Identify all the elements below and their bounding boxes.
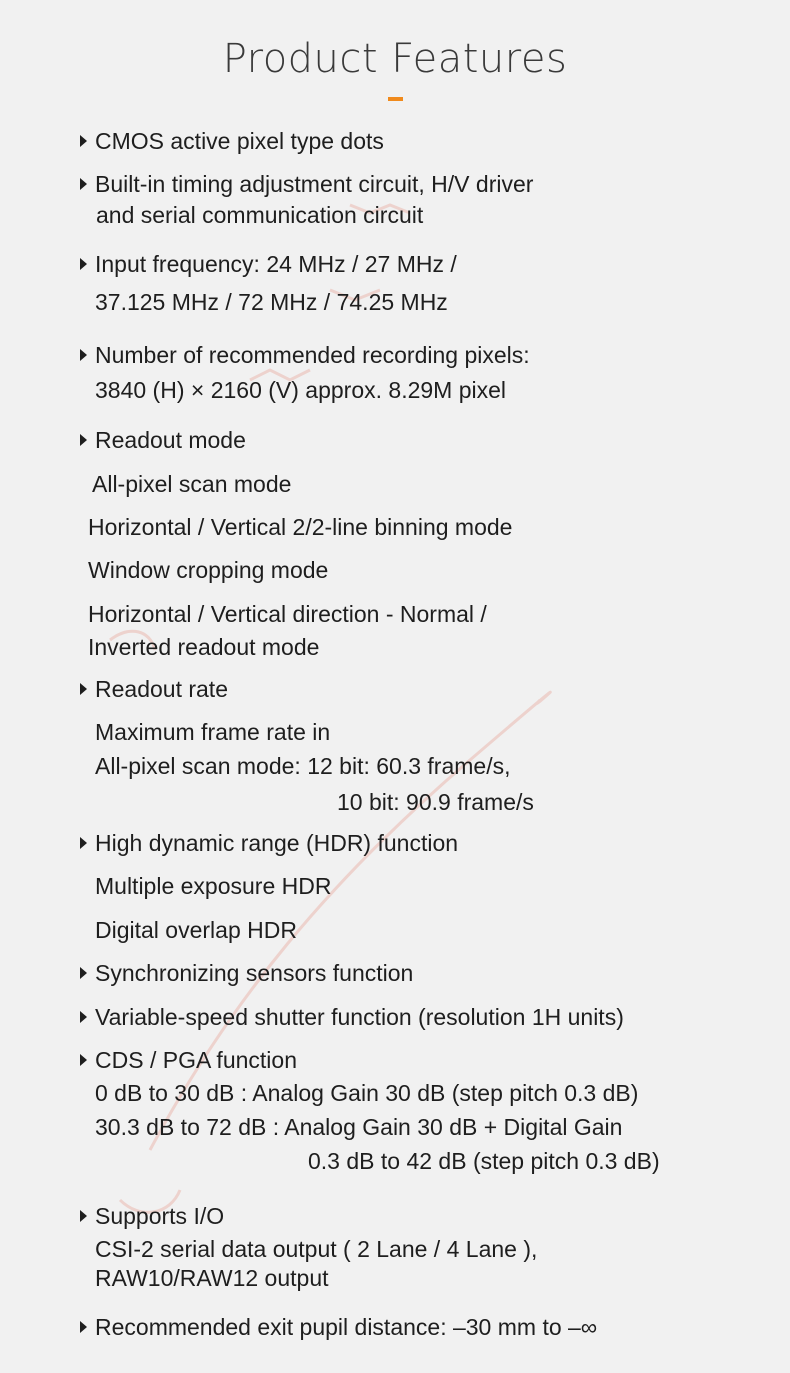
feature-line: 37.125 MHz / 72 MHz / 74.25 MHz (95, 289, 448, 315)
bullet-icon (80, 434, 87, 446)
bullet-icon (80, 1321, 87, 1333)
feature-line: All-pixel scan mode: 12 bit: 60.3 frame/s, (95, 753, 511, 779)
bullet-icon (80, 178, 87, 190)
feature-line: RAW10/RAW12 output (95, 1265, 329, 1291)
feature-line: Synchronizing sensors function (95, 960, 414, 986)
feature-line: Multiple exposure HDR (95, 873, 332, 899)
feature-line: CMOS active pixel type dots (95, 128, 384, 154)
bullet-icon (80, 837, 87, 849)
feature-line: 0.3 dB to 42 dB (step pitch 0.3 dB) (308, 1148, 660, 1174)
bullet-icon (80, 349, 87, 361)
page-title: Product Features (222, 36, 568, 82)
feature-line: Horizontal / Vertical direction - Normal / (88, 601, 487, 627)
feature-line: Window cropping mode (88, 557, 329, 583)
feature-line: 10 bit: 90.9 frame/s (337, 789, 534, 815)
feature-line: Horizontal / Vertical 2/2-line binning mode (88, 514, 513, 540)
feature-line: Readout mode (95, 427, 246, 453)
feature-line: Inverted readout mode (88, 634, 320, 660)
feature-line: Digital overlap HDR (95, 917, 297, 943)
bullet-icon (80, 683, 87, 695)
title-accent-bar (388, 97, 403, 101)
feature-line: Readout rate (95, 676, 228, 702)
bullet-icon (80, 967, 87, 979)
bullet-icon (80, 1054, 87, 1066)
feature-line: High dynamic range (HDR) function (95, 830, 459, 856)
bullet-icon (80, 1210, 87, 1222)
bullet-icon (80, 1011, 87, 1023)
feature-line: Built-in timing adjustment circuit, H/V driver (95, 171, 534, 197)
feature-line: Supports I/O (95, 1203, 225, 1229)
bullet-icon (80, 258, 87, 270)
feature-line: 30.3 dB to 72 dB : Analog Gain 30 dB + Digital Gain (95, 1114, 623, 1140)
feature-line: Variable-speed shutter function (resolution 1H units) (95, 1004, 624, 1030)
feature-line: Number of recommended recording pixels: (95, 342, 530, 368)
feature-line: CDS / PGA function (95, 1047, 297, 1073)
feature-line: 0 dB to 30 dB : Analog Gain 30 dB (step pitch 0.3 dB) (95, 1080, 639, 1106)
feature-line: Maximum frame rate in (95, 719, 331, 745)
feature-line: Input frequency: 24 MHz / 27 MHz / (95, 251, 457, 277)
bullet-icon (80, 135, 87, 147)
feature-line: All-pixel scan mode (92, 471, 292, 497)
feature-line: 3840 (H) × 2160 (V) approx. 8.29M pixel (95, 377, 507, 403)
feature-line: and serial communication circuit (96, 202, 424, 228)
feature-line: Recommended exit pupil distance: –30 mm to –∞ (95, 1314, 598, 1340)
feature-line: CSI-2 serial data output ( 2 Lane / 4 Lane ), (95, 1236, 538, 1262)
